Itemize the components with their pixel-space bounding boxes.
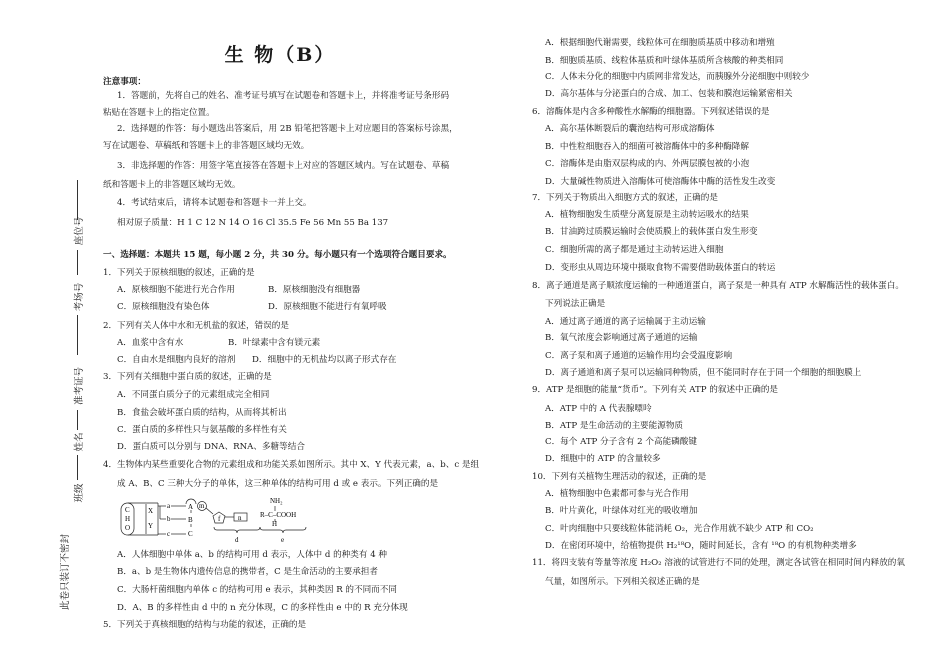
q10-option-b: B．叶片黄化，叶绿体对红光的吸收增加 <box>545 506 698 516</box>
binding-line <box>77 315 78 355</box>
q5-stem: 5．下列关于真核细胞的结构与功能的叙述，正确的是 <box>103 620 307 630</box>
q1-option-a: A．原核细胞不能进行光合作用 <box>117 285 235 295</box>
q4-stem: 成 A、B、C 三种大分子的单体，这三种单体的结构可用 d 或 e 表示。下列正确的是 <box>117 479 439 489</box>
label-nh2: NH₂ <box>270 497 283 505</box>
q10-stem: 10．下列有关植物生理活动的叙述，正确的是 <box>532 472 707 482</box>
q8-option-a: A．通过离子通道的离子运输属于主动运输 <box>545 317 706 327</box>
q7-stem: 7．下列关于物质出入细胞方式的叙述，正确的是 <box>532 193 718 203</box>
q1-stem: 1．下列关于原核细胞的叙述，正确的是 <box>103 268 255 278</box>
q5-option-a: A．根据细胞代谢需要，线粒体可在细胞质基质中移动和增殖 <box>545 38 775 48</box>
q10-option-c: C．叶肉细胞中只要线粒体能消耗 O₂，光合作用就不缺少 ATP 和 CO₂ <box>545 524 814 534</box>
macro-a: A <box>188 503 194 511</box>
page-title: 生 物（B） <box>224 44 336 66</box>
q2-option-b: B．叶绿素中含有镁元素 <box>228 338 321 348</box>
q2-option-d: D．细胞中的无机盐均以离子形式存在 <box>252 355 397 365</box>
q4-option-a: A．人体细胞中单体 a、b 的结构可用 d 表示，人体中 d 的种类有 4 种 <box>117 550 387 560</box>
q7-option-b: B．甘油跨过质膜运输时会使质膜上的载体蛋白发生形变 <box>545 227 758 237</box>
monomer-a: a <box>167 502 171 510</box>
notice-line: 粘贴在答题卡上的指定位置。 <box>103 108 215 118</box>
notice-line: 4．考试结束后，请将本试题卷和答题卡一并上交。 <box>117 198 312 208</box>
label-m: m <box>199 502 205 510</box>
q11-stem: 气量，如图所示。下列相关叙述正确的是 <box>545 577 700 587</box>
notice-line: 1．答题前，先将自己的姓名、准考证号填写在试题卷和答题卡上，并将准考证号条形码 <box>117 91 450 101</box>
q6-option-c: C．溶酶体是由脂双层构成的内、外两层膜包被的小泡 <box>545 159 750 169</box>
q2-option-c: C．自由水是细胞内良好的溶剂 <box>117 355 236 365</box>
q9-option-b: B．ATP 是生命活动的主要能源物质 <box>545 421 684 431</box>
notice-line: 3．非选择题的作答：用签字笔直接答在答题卡上对应的答题区域内。写在试题卷、草稿 <box>117 161 450 171</box>
q3-stem: 3．下列有关细胞中蛋白质的叙述，正确的是 <box>103 372 272 382</box>
q7-option-c: C．细胞所需的离子都是通过主动转运进入细胞 <box>545 245 724 255</box>
q10-option-d: D．在密闭环境中，给植物提供 H₂¹⁸O，随时间延长，含有 ¹⁸O 的有机物种类增多 <box>545 541 857 551</box>
q3-option-c: C．蛋白质的多样性只与氨基酸的多样性有关 <box>117 425 287 435</box>
q7-option-d: D．变形虫从周边环境中摄取食物不需要借助载体蛋白的转运 <box>545 263 776 273</box>
notice-line: 2．选择题的作答：每小题选出答案后，用 2B 铅笔把答题卡上对应题目的答案标号涂黑， <box>117 124 458 134</box>
q8-option-b: B．氧气浓度会影响通过离子通道的运输 <box>545 333 698 343</box>
section-heading: 一、选择题：本题共 15 题，每小题 2 分，共 30 分。每小题只有一个选项符合题目要求。 <box>103 250 452 260</box>
q9-option-c: C．每个 ATP 分子含有 2 个高能磷酸键 <box>545 437 697 447</box>
q4-option-b: B．a、b 是生物体内遗传信息的携带者，C 是生命活动的主要承担者 <box>117 567 379 577</box>
q4-option-c: C．大肠杆菌细胞内单体 c 的结构可用 e 表示，其种类因 R 的不同而不同 <box>117 585 397 595</box>
q5-option-b: B．细胞质基质、线粒体基质和叶绿体基质所含核酸的种类相同 <box>545 56 784 66</box>
name-label: 姓名 <box>74 432 85 452</box>
q8-option-c: C．离子泵和离子通道的运输作用均会受温度影响 <box>545 351 733 361</box>
element-o: O <box>125 524 131 532</box>
q8-stem: 8．离子通道是离子顺浓度运输的一种通道蛋白，离子泵是一种具有 ATP 水解酶活性的载体蛋白。 <box>532 281 904 291</box>
monomer-b: b <box>167 515 171 523</box>
q6-option-a: A．高尔基体断裂后的囊泡结构可形成溶酶体 <box>545 124 715 134</box>
label-n: n <box>238 514 242 522</box>
q6-option-b: B．中性粒细胞吞入的细菌可被溶酶体中的多种酶降解 <box>545 142 749 152</box>
macro-b: B <box>188 516 193 524</box>
q1-option-d: D．原核细胞不能进行有氧呼吸 <box>268 302 387 312</box>
label-f: f <box>218 515 221 523</box>
label-e: e <box>281 536 285 544</box>
q4-diagram <box>110 495 320 545</box>
binding-line <box>77 250 78 275</box>
label-d: d <box>235 536 239 544</box>
macro-c: C <box>188 530 193 538</box>
q9-option-d: D．细胞中的 ATP 的含量较多 <box>545 454 661 464</box>
notice-line: 纸和答题卡上的非答题区域均无效。 <box>103 180 241 190</box>
q3-option-a: A．不同蛋白质分子的元素组成完全相同 <box>117 390 270 400</box>
element-c: C <box>125 506 130 514</box>
q6-stem: 6．溶酶体是内含多种酸性水解酶的细胞器。下列叙述错误的是 <box>532 107 770 117</box>
seat-number-label: 座位号 <box>74 216 85 246</box>
q3-option-b: B．食盐会破坏蛋白质的结构，从而将其析出 <box>117 408 287 418</box>
class-label: 班级 <box>74 483 85 503</box>
q8-stem: 下列说法正确是 <box>545 299 606 309</box>
q4-option-d: D．A、B 的多样性由 d 中的 n 充分体现，C 的多样性由 e 中的 R 充分体现 <box>117 603 408 613</box>
q11-stem: 11．将四支装有等量等浓度 H₂O₂ 溶液的试管进行不同的处理，测定各试管在相同时间内释放的氧 <box>532 558 905 568</box>
notice-heading: 注意事项： <box>103 77 146 87</box>
label-h: H <box>272 520 278 528</box>
q1-option-b: B．原核细胞没有细胞器 <box>268 285 361 295</box>
q1-option-c: C．原核细胞没有染色体 <box>117 302 210 312</box>
label-r-chain: R–C–COOH <box>260 511 297 519</box>
monomer-c: c <box>167 530 171 538</box>
q2-option-a: A．血浆中含有水 <box>117 338 184 348</box>
exam-room-label: 考场号 <box>74 282 85 312</box>
q10-option-a: A．植物细胞中色素都可参与光合作用 <box>545 489 689 499</box>
q3-option-d: D．蛋白质可以分别与 DNA、RNA、多糖等结合 <box>117 442 305 452</box>
q5-option-c: C．人体未分化的细胞中内质网非常发达，而胰腺外分泌细胞中则较少 <box>545 72 810 82</box>
notice-line: 写在试题卷、草稿纸和答题卡上的非答题区域均无效。 <box>103 141 310 151</box>
q8-option-d: D．离子通道和离子泵可以运输同种物质，但不能同时存在于同一个细胞的细胞膜上 <box>545 368 862 378</box>
seal-notice: 此卷只装订不密封 <box>60 534 71 611</box>
element-y: Y <box>148 522 154 530</box>
atomic-mass-line: 相对原子质量：H 1 C 12 N 14 O 16 Cl 35.5 Fe 56 Mn 55 Ba 137 <box>117 218 389 228</box>
q4-stem: 4．生物体内某些重要化合物的元素组成和功能关系如图所示。其中 X、Y 代表元素，a、b、c 是组 <box>103 460 480 470</box>
q9-stem: 9．ATP 是细胞的能量“货币”。下列有关 ATP 的叙述中正确的是 <box>532 385 779 395</box>
q6-option-d: D．大量碱性物质进入溶酶体可使溶酶体中酶的活性发生改变 <box>545 177 776 187</box>
q9-option-a: A．ATP 中的 A 代表腺嘌呤 <box>545 404 652 414</box>
q7-option-a: A．植物细胞发生质壁分离复原是主动转运吸水的结果 <box>545 210 749 220</box>
q5-option-d: D．高尔基体与分泌蛋白的合成、加工、包装和膜泡运输紧密相关 <box>545 89 793 99</box>
element-x: X <box>148 507 154 515</box>
q2-stem: 2．下列有关人体中水和无机盐的叙述，错误的是 <box>103 321 289 331</box>
element-h: H <box>125 515 131 523</box>
exam-id-label: 准考证号 <box>74 367 85 406</box>
